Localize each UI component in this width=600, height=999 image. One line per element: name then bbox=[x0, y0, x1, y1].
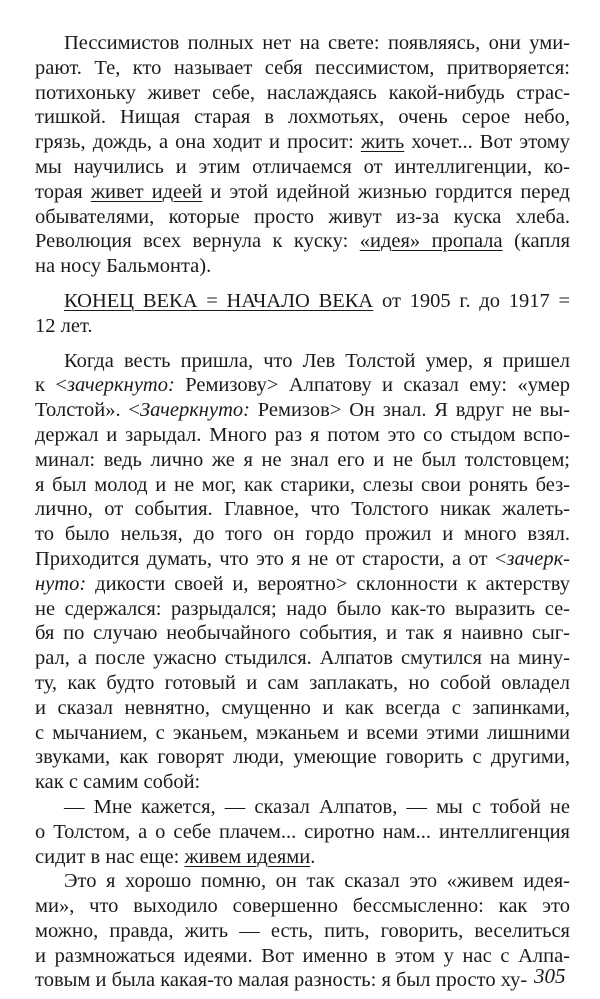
text-line bbox=[35, 522, 570, 547]
text-line bbox=[35, 869, 570, 894]
text-segment: я был молод и не мог, как старики, слезы свои ронять без- bbox=[35, 473, 570, 496]
italic-annotation: зачеркнуто: bbox=[66, 374, 175, 397]
text-segment: от 1905 г. до 1917 = bbox=[373, 289, 571, 312]
italic-annotation: зачерк- bbox=[506, 547, 570, 570]
paragraph-tolstoy-death bbox=[35, 349, 570, 795]
text-segment: обывателями, которые просто живут из-за куска хлеба. bbox=[35, 205, 570, 228]
text-line bbox=[35, 597, 570, 622]
book-page bbox=[35, 31, 570, 993]
text-segment: к < bbox=[35, 374, 67, 397]
text-line bbox=[35, 646, 570, 671]
text-line bbox=[35, 894, 570, 919]
text-line bbox=[35, 919, 570, 944]
text-line bbox=[35, 968, 570, 993]
text-segment: и размножаться идеями. Вот именно в этом у нас с Алпа- bbox=[35, 944, 570, 967]
text-segment: (капля bbox=[502, 230, 571, 253]
text-line bbox=[35, 820, 570, 845]
text-segment: ту, как будто готовый и сам заплакать, но собой овладел bbox=[35, 671, 570, 694]
paragraph-living-by-ideas bbox=[35, 869, 570, 993]
text-line bbox=[35, 845, 570, 870]
text-line bbox=[35, 314, 570, 339]
text-segment: . bbox=[310, 845, 316, 868]
text-line bbox=[35, 745, 570, 770]
text-segment: грязь, дождь, а она ходит и просит: bbox=[35, 131, 361, 154]
underlined-text: жить bbox=[360, 131, 405, 154]
paragraph-end-of-century-heading bbox=[35, 289, 570, 339]
text-line bbox=[35, 572, 570, 597]
text-segment: бя по случаю необычайного события, и так я наивно сыг- bbox=[35, 622, 570, 645]
underlined-text: живем идеями bbox=[184, 845, 311, 868]
text-segment: то было нельзя, до того он гордо прожил и много взял. bbox=[35, 523, 570, 546]
text-segment: минал: ведь лично же я не знал его и не был толстовцем; bbox=[35, 448, 570, 471]
text-line bbox=[35, 31, 570, 56]
text-line bbox=[35, 398, 570, 423]
text-line bbox=[35, 721, 570, 746]
text-line bbox=[35, 621, 570, 646]
text-line bbox=[35, 81, 570, 106]
text-line bbox=[35, 671, 570, 696]
text-line bbox=[35, 696, 570, 721]
underlined-text: живет идеей bbox=[90, 180, 203, 203]
text-segment: Когда весть пришла, что Лев Толстой умер, я пришел bbox=[64, 349, 570, 372]
text-line bbox=[35, 497, 570, 522]
text-segment: Толстой». < bbox=[35, 399, 140, 422]
text-segment: не сдержался: разрыдался; надо было как-то выразить се- bbox=[35, 597, 570, 620]
text-segment: тишкой. Нищая старая в лохмотьях, очень серое небо, bbox=[35, 106, 570, 129]
text-line bbox=[35, 229, 570, 254]
text-segment: Это я хорошо помню, он так сказал это «живем идея- bbox=[64, 870, 570, 893]
text-line bbox=[35, 473, 570, 498]
text-segment: рают. Те, кто называет себя пессимистом, притворяется: bbox=[35, 56, 570, 79]
text-segment: на носу Бальмонта). bbox=[35, 255, 212, 278]
text-segment: ми», что выходило совершенно бессмысленно: как это bbox=[35, 895, 570, 918]
text-line bbox=[35, 373, 570, 398]
page-number: 305 bbox=[534, 964, 566, 988]
text-line bbox=[35, 423, 570, 448]
text-segment: рал, а после ужасно стыдился. Алпатов смутился на мину- bbox=[35, 647, 570, 670]
text-segment: Революция всех вернула к куску: bbox=[35, 230, 360, 253]
text-segment: как с самим собой: bbox=[35, 771, 201, 794]
text-segment: сидит в нас еще: bbox=[35, 845, 185, 868]
text-segment: и сказал невнятно, смущенно и как всегда с запинками, bbox=[35, 696, 570, 719]
text-line bbox=[35, 547, 570, 572]
paragraph-alpatov-dialogue bbox=[35, 795, 570, 869]
text-segment: звуками, как говорят люди, умеющие говорить с другими, bbox=[35, 746, 570, 769]
text-line bbox=[35, 944, 570, 969]
text-segment: держал и зарыдал. Много раз я потом это со стыдом вспо- bbox=[35, 423, 570, 446]
text-segment: торая bbox=[35, 180, 91, 203]
text-line bbox=[35, 105, 570, 130]
text-segment: дикости своей и, вероятно> склонности к актерству bbox=[86, 572, 570, 595]
text-segment: можно, правда, жить — есть, пить, говорить, веселиться bbox=[35, 919, 570, 942]
text-segment: и этой идейной жизнью гордится перед bbox=[202, 180, 570, 203]
underlined-text: «идея» пропала bbox=[359, 230, 503, 253]
text-line bbox=[35, 180, 570, 205]
text-line bbox=[35, 205, 570, 230]
underlined-text: КОНЕЦ ВЕКА = НАЧАЛО ВЕКА bbox=[64, 289, 374, 312]
text-line bbox=[35, 254, 570, 279]
text-line bbox=[35, 289, 570, 314]
text-segment: Приходится думать, что это я не от старости, а от < bbox=[35, 547, 507, 570]
text-line bbox=[35, 770, 570, 795]
text-segment: Ремизову> Алпатову и сказал ему: «умер bbox=[174, 374, 570, 397]
text-segment: с мычанием, с эканьем, мэканьем и всеми этими лишними bbox=[35, 721, 570, 744]
paragraph-pessimists bbox=[35, 31, 570, 279]
italic-annotation: нуто: bbox=[35, 572, 87, 595]
text-line bbox=[35, 155, 570, 180]
text-segment: товым и была какая-то малая разность: я был просто ху- bbox=[35, 969, 528, 992]
text-segment: — Мне кажется, — сказал Алпатов, — мы с тобой не bbox=[64, 795, 570, 818]
text-line bbox=[35, 56, 570, 81]
text-segment: Пессимистов полных нет на свете: появляясь, они уми- bbox=[64, 32, 570, 54]
text-segment: 12 лет. bbox=[35, 314, 93, 337]
text-segment: потихоньку живет себе, наслаждаясь какой-нибудь страс- bbox=[35, 81, 570, 104]
text-segment: Ремизов> Он знал. Я вдруг не вы- bbox=[249, 399, 570, 422]
text-line bbox=[35, 795, 570, 820]
text-line bbox=[35, 349, 570, 374]
text-segment: о Толстом, а о себе плачем... сиротно нам... интеллигенция bbox=[35, 820, 570, 843]
text-segment: хочет... Вот этому bbox=[404, 131, 570, 154]
text-segment: лично, от события. Главное, что Толстого никак жалеть- bbox=[35, 498, 570, 521]
text-line bbox=[35, 448, 570, 473]
italic-annotation: Зачеркнуто: bbox=[139, 399, 250, 422]
text-segment: мы научились и этим отличаемся от интеллигенции, ко- bbox=[35, 155, 570, 178]
text-line bbox=[35, 130, 570, 155]
